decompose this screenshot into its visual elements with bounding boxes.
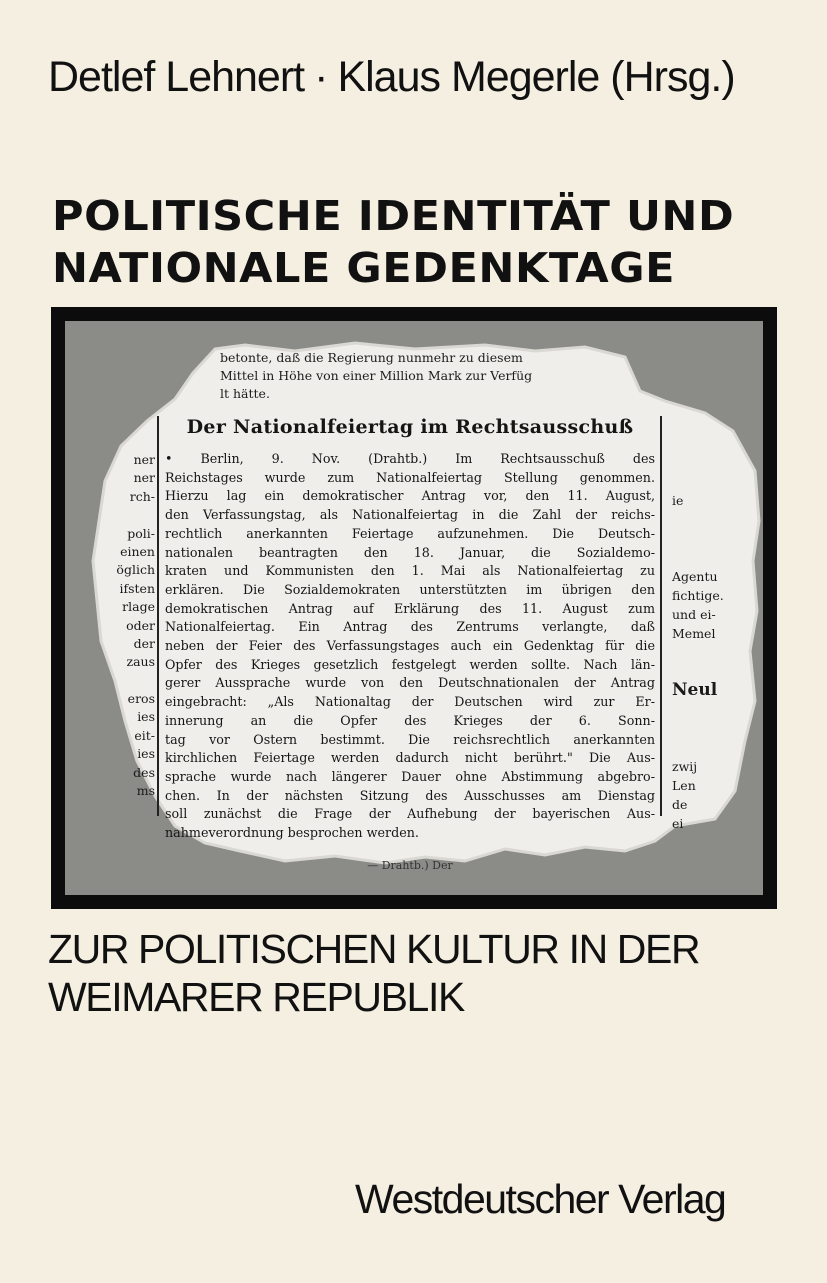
left-fragment: zaus xyxy=(126,654,155,670)
left-fragment: ms xyxy=(136,783,155,799)
left-fragment: poli- xyxy=(127,525,155,541)
clipping-left-column-fragments xyxy=(105,451,155,800)
right-fragment: Len xyxy=(672,778,696,793)
right-fragment xyxy=(672,700,752,719)
newspaper-article xyxy=(157,416,662,872)
article-headline: Der Nationalfeiertag im Rechtsausschuß xyxy=(186,416,634,438)
left-fragment: ner xyxy=(133,452,155,467)
author-separator: · xyxy=(314,53,328,101)
left-fragment: oder xyxy=(126,617,155,633)
article-line: kirchlichen Feiertage werden dadurch nicht berührt." Die Aus- xyxy=(165,750,655,766)
clipping-top-line: betonte, daß die Regierung nunmehr zu diesem xyxy=(220,350,523,365)
article-line: Opfer des Krieges gesetzlich festgelegt werden sollte. Nach län- xyxy=(165,656,655,672)
left-fragment: eros xyxy=(127,691,155,707)
right-fragment xyxy=(672,643,752,662)
right-fragment xyxy=(672,719,752,738)
illustration-mat xyxy=(65,321,763,895)
publisher-name: Westdeutscher Verlag xyxy=(355,1176,726,1222)
article-line: gerer Aussprache wurde von den Deutschnationalen der Antrag xyxy=(165,675,655,691)
left-fragment xyxy=(105,506,155,524)
article-line: innerung an die Opfer des Krieges der 6. Sonn- xyxy=(165,712,655,728)
article-line: Hierzu lag ein demokratischer Antrag vor, den 11. August, xyxy=(165,488,655,504)
left-fragment: ifsten xyxy=(119,580,155,596)
right-fragment xyxy=(672,662,752,681)
clipping-top-line: lt hätte. xyxy=(220,386,270,401)
left-fragment: rch- xyxy=(129,488,155,504)
left-fragment: rlage xyxy=(122,599,155,615)
author-first: Detlef Lehnert xyxy=(48,53,305,101)
left-fragment: des xyxy=(133,764,155,780)
right-fragment xyxy=(672,738,752,757)
left-fragment: eit- xyxy=(134,727,155,743)
right-fragment: und ei- xyxy=(672,607,716,622)
article-line: Nationalfeiertag. Ein Antrag des Zentrums verlangte, daß xyxy=(165,619,655,635)
article-line: demokratischen Antrag auf Erklärung des 11. August zum xyxy=(165,600,655,616)
article-line: • Berlin, 9. Nov. (Drahtb.) Im Rechtsausschuß des xyxy=(165,451,655,466)
left-fragment: ner xyxy=(133,470,155,486)
left-fragment: ies xyxy=(137,709,155,725)
book-title-line-2: NATIONALE GEDENKTAGE xyxy=(52,244,676,292)
left-fragment: ies xyxy=(137,746,155,762)
article-line: Reichstages wurde zum Nationalfeiertag Stellung genommen. xyxy=(165,469,655,485)
article-line: den Verfassungstag, als Nationalfeiertag in die Zahl der reichs- xyxy=(165,507,655,523)
right-fragment: fichtige. xyxy=(672,588,724,603)
right-fragment: ie xyxy=(672,493,684,508)
column-rule-right xyxy=(660,416,662,816)
author-second: Klaus Megerle (Hrsg.) xyxy=(337,53,735,101)
article-line: nahmeverordnung besprochen werden. xyxy=(165,825,419,841)
left-fragment: öglich xyxy=(116,562,155,578)
article-line: kraten und Kommunisten den 1. Mai als Nationalfeiertag zu xyxy=(165,563,655,579)
right-fragment xyxy=(672,510,752,529)
right-fragment: Agentu xyxy=(672,569,718,584)
article-line: chen. In der nächsten Sitzung des Ausschusses am Dienstag xyxy=(165,787,655,803)
book-subtitle-line-2: WEIMARER REPUBLIK xyxy=(48,974,464,1020)
book-title xyxy=(52,190,827,294)
right-fragment xyxy=(672,548,752,567)
right-fragment: ei xyxy=(672,816,684,831)
book-subtitle-line-1: ZUR POLITISCHEN KULTUR IN DER xyxy=(48,926,700,972)
left-fragment: der xyxy=(133,635,155,651)
newspaper-illustration xyxy=(51,307,777,909)
right-fragment xyxy=(672,529,752,548)
article-line: eingebracht: „Als Nationaltag der Deutschen wird zur Er- xyxy=(165,694,655,710)
article-line: rechtlich anerkannten Feiertage aufzunehmen. Die Deutsch- xyxy=(165,525,655,541)
right-fragment: de xyxy=(672,797,688,812)
authors-line xyxy=(48,52,788,102)
article-bottom-line: — Drahtb.) Der xyxy=(367,858,453,872)
book-title-line-1: POLITISCHE IDENTITÄT UND xyxy=(52,192,735,240)
book-subtitle xyxy=(48,925,788,1021)
right-fragment: zwij xyxy=(672,759,698,774)
right-fragment: Neul xyxy=(672,680,718,700)
column-rule-left xyxy=(157,416,159,816)
article-line: nationalen beantragten den 18. Januar, die Sozialdemo- xyxy=(165,544,655,560)
clipping-top-lines xyxy=(220,349,600,403)
clipping-top-line: Mittel in Höhe von einer Million Mark zur Verfüg xyxy=(220,368,533,383)
clipping-right-column-fragments xyxy=(672,491,752,833)
right-fragment: Memel xyxy=(672,626,716,641)
left-fragment xyxy=(105,672,155,690)
article-line: neben der Feier des Verfassungstages auch ein Gedenktag für die xyxy=(165,638,655,654)
left-fragment: einen xyxy=(120,543,155,559)
article-body xyxy=(165,450,655,875)
article-line: soll zunächst die Frage der Aufhebung der bayerischen Aus- xyxy=(165,806,655,822)
article-line: tag vor Ostern bestimmt. Die reichsrechtlich anerkannten xyxy=(165,731,655,747)
article-line: erklären. Die Sozialdemokraten unterstützten im übrigen den xyxy=(165,581,655,597)
article-line: sprache wurde nach längerer Dauer ohne Abstimmung abgebro- xyxy=(165,768,655,784)
